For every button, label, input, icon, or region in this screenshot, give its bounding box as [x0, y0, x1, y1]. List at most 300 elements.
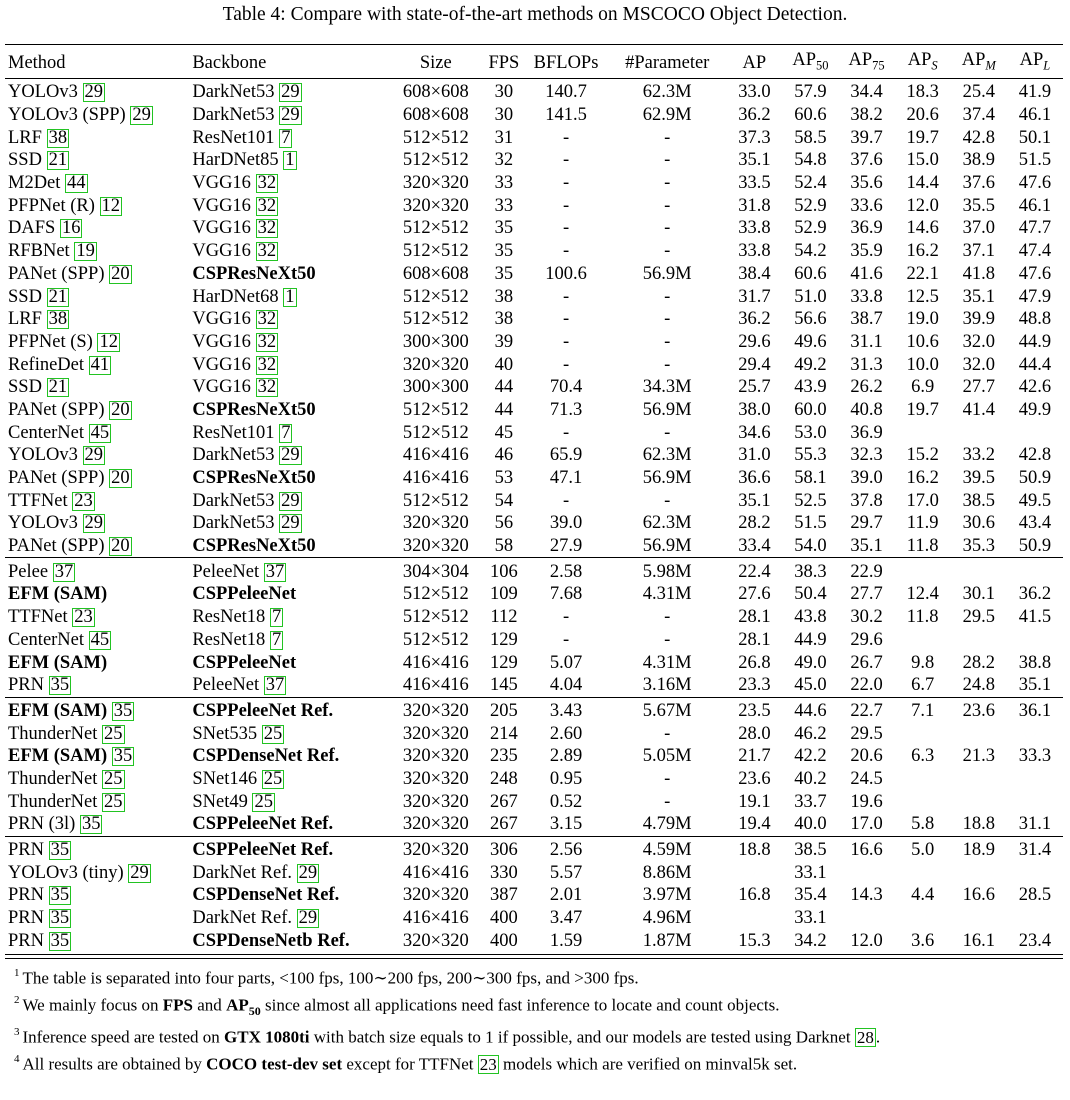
params-cell: - — [664, 127, 671, 148]
table-row — [5, 263, 1063, 286]
ap75-cell: 29.6 — [850, 629, 883, 650]
size-cell: 416×416 — [402, 445, 469, 466]
backbone-cell — [189, 149, 387, 172]
apl-cell: 50.1 — [1018, 127, 1052, 148]
citation-link[interactable]: 41 — [90, 354, 110, 375]
citation-link[interactable]: 29 — [281, 82, 300, 103]
citation-link[interactable]: 35 — [50, 930, 70, 951]
citation-link[interactable]: 23 — [479, 1054, 497, 1074]
apm-cell — [951, 790, 1007, 813]
method-cell — [5, 126, 189, 149]
backbone-cell — [189, 836, 387, 861]
citation-link[interactable]: 29 — [298, 862, 318, 883]
citation-link[interactable]: 37 — [265, 561, 285, 582]
backbone-cell-text: CSPPeleeNet Ref. — [192, 840, 334, 861]
bflops-cell: - — [562, 127, 570, 148]
citation-link[interactable]: 38 — [48, 127, 68, 148]
citation-link[interactable]: 25 — [104, 723, 123, 744]
table-row — [5, 697, 1063, 722]
method-cell-text: YOLOv3 (SPP) — [8, 105, 126, 126]
ap-cell: 33.0 — [738, 82, 771, 103]
ap75-cell: 20.6 — [850, 746, 883, 767]
ap50-cell: 58.1 — [794, 468, 827, 489]
citation-link[interactable]: 7 — [271, 607, 282, 628]
fps-cell: 31 — [494, 127, 514, 148]
ap75-cell: 39.0 — [850, 468, 883, 489]
table-caption: Table 4: Compare with state-of-the-art methods on MSCOCO Object Detection. — [222, 4, 848, 25]
method-cell-text: TTFNet — [8, 607, 68, 628]
fps-cell: 248 — [490, 768, 518, 789]
backbone-cell-text: DarkNet53 — [192, 82, 275, 103]
citation-link[interactable]: 35 — [113, 700, 133, 721]
bflops-cell: 39.0 — [549, 513, 583, 534]
citation-link[interactable]: 44 — [67, 173, 86, 194]
col-header-apm: $AP_M$ — [951, 45, 1007, 79]
citation-link[interactable]: 32 — [257, 354, 277, 375]
bflops-cell: 70.4 — [549, 377, 583, 398]
bflops-cell: 2.56 — [524, 836, 608, 861]
ap75-cell: 36.9 — [850, 422, 883, 443]
citation-link[interactable]: 32 — [257, 331, 277, 352]
ap-cell: 15.3 — [738, 930, 771, 951]
fps-cell: 53 — [494, 468, 514, 489]
backbone-cell-text: ResNet101 — [192, 127, 275, 148]
citation-link[interactable]: 21 — [48, 286, 68, 307]
bflops-cell: 2.58 — [524, 558, 608, 583]
citation-link[interactable]: 7 — [281, 422, 291, 443]
table-row — [5, 583, 1063, 606]
size-cell: 300×300 — [402, 331, 469, 352]
backbone-cell — [189, 126, 387, 149]
fps-cell: 39 — [494, 331, 514, 352]
method-cell — [5, 722, 189, 745]
citation-link[interactable]: 1 — [285, 286, 295, 307]
apl-cell: 28.5 — [1018, 885, 1052, 906]
ap50-cell: 53.0 — [794, 422, 827, 443]
method-cell — [5, 172, 189, 195]
apl-cell: 47.6 — [1018, 173, 1052, 194]
aps-cell: 12.5 — [906, 286, 939, 307]
bflops-cell: - — [562, 218, 570, 239]
citation-link[interactable]: 16 — [61, 218, 81, 239]
backbone-cell-text: VGG16 — [192, 354, 251, 375]
params-cell: - — [664, 150, 671, 171]
ap-cell: 29.4 — [738, 354, 771, 375]
params-cell: - — [664, 309, 671, 330]
ap50-cell: 43.8 — [794, 607, 827, 628]
aps-cell: 5.0 — [895, 836, 951, 861]
method-cell-text: CenterNet — [8, 422, 85, 443]
footnote-number: 3 — [14, 1026, 20, 1039]
bflops-cell: 2.89 — [549, 746, 583, 767]
aps-cell — [895, 421, 951, 444]
footnote-number: 4 — [14, 1053, 20, 1066]
apm-cell — [951, 421, 1007, 444]
ap75-cell: 31.3 — [850, 354, 883, 375]
apm-cell: 42.8 — [962, 127, 995, 148]
bflops-cell: 2.60 — [549, 723, 583, 744]
ap-cell: 23.3 — [738, 675, 771, 696]
method-cell — [5, 489, 189, 512]
apl-cell: 48.8 — [1018, 309, 1052, 330]
method-cell — [5, 651, 189, 674]
table-row — [5, 722, 1063, 745]
col-header-backbone: Backbone — [189, 45, 387, 79]
col-header-ap75: $AP_{75}$ — [839, 45, 895, 79]
citation-link[interactable]: 37 — [54, 561, 74, 582]
citation-link[interactable]: 38 — [48, 309, 68, 330]
citation-link[interactable]: 20 — [111, 536, 130, 557]
ap-cell: 34.6 — [738, 422, 771, 443]
fps-cell: 35 — [494, 241, 514, 262]
ap-cell: 29.6 — [738, 331, 771, 352]
params-cell: 62.3M — [642, 445, 692, 466]
ap50-cell: 52.5 — [794, 490, 827, 511]
citation-link[interactable]: 20 — [111, 468, 130, 489]
citation-link[interactable]: 25 — [104, 768, 123, 789]
params-cell: 4.96M — [642, 908, 692, 929]
citation-link[interactable]: 29 — [84, 445, 104, 466]
params-cell: - — [664, 768, 671, 789]
citation-link[interactable]: 25 — [263, 723, 283, 744]
citation-link[interactable]: 35 — [50, 908, 70, 929]
aps-cell — [895, 722, 951, 745]
table-row — [5, 674, 1063, 697]
col-header-fps: FPS — [484, 45, 524, 79]
ap50-cell: 35.4 — [794, 885, 827, 906]
ap75-cell: 27.7 — [850, 584, 883, 605]
citation-link[interactable]: 35 — [50, 840, 70, 861]
table-row — [5, 907, 1063, 930]
citation-link[interactable]: 29 — [281, 490, 300, 511]
method-cell-text: PRN (3l) — [8, 814, 76, 835]
citation-link[interactable]: 45 — [90, 422, 110, 443]
aps-cell: 5.8 — [911, 814, 935, 835]
citation-link[interactable]: 35 — [50, 675, 70, 696]
apl-cell: 49.5 — [1018, 490, 1052, 511]
size-cell: 320×320 — [402, 930, 469, 951]
apl-cell: 42.8 — [1018, 445, 1052, 466]
ap50-cell: 52.9 — [794, 195, 827, 216]
method-cell-text: LRF — [8, 127, 42, 148]
backbone-cell — [189, 376, 387, 399]
citation-link[interactable]: 7 — [281, 127, 291, 148]
fps-cell: 33 — [494, 173, 514, 194]
backbone-cell — [189, 674, 387, 697]
aps-cell: 19.7 — [906, 127, 939, 148]
citation-link[interactable]: 29 — [281, 513, 300, 534]
footnote-text: with batch size equals to 1 if possible, and our models are tested using Darknet — [309, 1027, 855, 1047]
apm-cell: 30.6 — [962, 513, 995, 534]
citation-link[interactable]: 45 — [90, 629, 110, 650]
aps-cell: 19.0 — [906, 309, 939, 330]
size-cell: 320×320 — [402, 354, 469, 375]
fps-cell: 54 — [494, 490, 514, 511]
method-cell-text: PRN — [8, 840, 44, 861]
ap-cell — [726, 907, 782, 930]
ap75-cell: 35.6 — [850, 173, 883, 194]
aps-cell — [895, 790, 951, 813]
table-row — [5, 285, 1063, 308]
citation-link[interactable]: 29 — [84, 513, 104, 534]
apm-cell: 25.4 — [962, 82, 995, 103]
bflops-cell: 65.9 — [549, 445, 583, 466]
apm-cell: 38.5 — [962, 490, 995, 511]
ap-cell: 16.8 — [738, 885, 771, 906]
apm-cell — [951, 768, 1007, 791]
ap50-cell: 33.1 — [794, 908, 827, 929]
apl-cell — [1007, 861, 1063, 884]
citation-link[interactable]: 7 — [271, 629, 282, 650]
method-cell-text: PRN — [8, 675, 44, 696]
footnote — [14, 990, 880, 1022]
table-row — [5, 929, 1063, 952]
method-cell-text: ThunderNet — [8, 791, 98, 812]
citation-link[interactable]: 29 — [132, 105, 151, 126]
backbone-cell — [189, 790, 387, 813]
aps-cell: 17.0 — [906, 490, 939, 511]
method-cell — [5, 745, 189, 768]
size-cell: 512×512 — [402, 150, 469, 171]
size-cell: 416×416 — [402, 908, 469, 929]
citation-link[interactable]: 32 — [257, 309, 277, 330]
footnote-number: 2 — [14, 993, 20, 1006]
citation-link[interactable]: 25 — [104, 791, 123, 812]
backbone-cell-text: DarkNet Ref. — [192, 908, 292, 929]
size-cell: 608×608 — [402, 263, 469, 284]
apl-cell — [1007, 790, 1063, 813]
method-cell-text: SSD — [8, 377, 42, 398]
apl-cell: 47.7 — [1018, 218, 1052, 239]
fps-cell: 35 — [494, 263, 514, 284]
footnote-text: Inference speed are tested on — [22, 1027, 225, 1047]
citation-link[interactable]: 20 — [111, 263, 130, 284]
fps-cell: 106 — [484, 558, 524, 583]
method-cell-text: PANet (SPP) — [8, 399, 105, 420]
col-header-ap: AP — [726, 45, 782, 79]
size-cell: 512×512 — [402, 399, 469, 420]
bottom-rule — [5, 954, 1063, 955]
table-row — [5, 467, 1063, 490]
table-row — [5, 489, 1063, 512]
size-cell: 320×320 — [402, 536, 469, 557]
ap75-cell: 19.6 — [850, 791, 883, 812]
citation-link[interactable]: 32 — [257, 377, 277, 398]
method-cell — [5, 399, 189, 422]
ap-cell: 38.4 — [738, 263, 771, 284]
col-header-params: #Parameter — [608, 45, 726, 79]
apl-cell: 50.9 — [1018, 536, 1052, 557]
col-header-ap50: $AP_{50}$ — [782, 45, 838, 79]
apm-cell: 37.4 — [962, 105, 995, 126]
citation-link[interactable]: 29 — [281, 445, 300, 466]
ap75-cell: 41.6 — [850, 263, 883, 284]
citation-link[interactable]: 21 — [48, 150, 68, 171]
citation-link[interactable]: 32 — [257, 173, 277, 194]
params-cell: 8.86M — [642, 862, 692, 883]
bflops-cell: - — [562, 331, 570, 352]
table-row — [5, 79, 1063, 104]
citation-link[interactable]: 32 — [257, 218, 277, 239]
ap75-cell: 31.1 — [850, 331, 883, 352]
size-cell: 512×512 — [402, 218, 469, 239]
citation-link[interactable]: 12 — [99, 331, 118, 352]
apl-cell — [1007, 768, 1063, 791]
method-cell-text: PANet (SPP) — [8, 263, 105, 284]
citation-link[interactable]: 20 — [111, 399, 130, 420]
size-cell: 512×512 — [402, 309, 469, 330]
citation-link[interactable]: 21 — [48, 377, 68, 398]
ap50-cell: 54.0 — [794, 536, 827, 557]
apl-cell: 23.4 — [1018, 930, 1052, 951]
table-row — [5, 813, 1063, 836]
footnote-text: 50 — [248, 1004, 261, 1018]
ap50-cell: 33.7 — [794, 791, 827, 812]
citation-link[interactable]: 19 — [76, 241, 95, 262]
size-cell: 320×320 — [388, 836, 484, 861]
fps-cell: 30 — [494, 82, 514, 103]
citation-link[interactable]: 37 — [265, 675, 285, 696]
apl-cell: 49.9 — [1018, 399, 1052, 420]
size-cell: 512×512 — [402, 241, 469, 262]
citation-link[interactable]: 32 — [257, 195, 277, 216]
citation-link[interactable]: 1 — [285, 150, 295, 171]
size-cell: 320×320 — [388, 697, 484, 722]
apm-cell — [951, 907, 1007, 930]
table-row — [5, 558, 1063, 583]
fps-cell: 330 — [490, 862, 518, 883]
method-cell — [5, 149, 189, 172]
apm-cell: 27.7 — [962, 377, 995, 398]
method-cell — [5, 376, 189, 399]
citation-link[interactable]: 12 — [101, 195, 120, 216]
params-cell: 56.9M — [642, 263, 692, 284]
params-cell: - — [664, 173, 671, 194]
size-cell: 416×416 — [402, 675, 469, 696]
aps-cell: 14.4 — [906, 173, 939, 194]
aps-cell — [895, 558, 951, 583]
backbone-cell — [189, 929, 387, 952]
backbone-cell — [189, 697, 387, 722]
backbone-cell — [189, 331, 387, 354]
ap50-cell: 56.6 — [794, 309, 827, 330]
backbone-cell — [189, 583, 387, 606]
ap-cell: 33.8 — [738, 218, 771, 239]
aps-cell: 11.8 — [906, 607, 939, 628]
ap75-cell: 37.8 — [850, 490, 883, 511]
table-row — [5, 836, 1063, 861]
aps-cell: 11.8 — [906, 536, 939, 557]
apm-cell: 32.0 — [962, 331, 995, 352]
citation-link[interactable]: 29 — [130, 862, 149, 883]
table-row — [5, 149, 1063, 172]
citation-link[interactable]: 23 — [74, 490, 93, 511]
backbone-cell-text: CSPPeleeNet Ref. — [192, 814, 334, 835]
col-header-size: Size — [388, 45, 484, 79]
apm-cell: 41.4 — [962, 399, 995, 420]
backbone-cell — [189, 489, 387, 512]
citation-link[interactable]: 25 — [263, 768, 283, 789]
citation-link[interactable]: 35 — [113, 746, 133, 767]
method-cell-text: EFM (SAM) — [8, 746, 108, 767]
method-cell — [5, 884, 189, 907]
backbone-cell-text: DarkNet Ref. — [192, 862, 292, 883]
table-row — [5, 421, 1063, 444]
params-cell: 56.9M — [642, 399, 692, 420]
aps-cell: 10.6 — [906, 331, 939, 352]
citation-link[interactable]: 29 — [281, 105, 300, 126]
table-row — [5, 217, 1063, 240]
fps-cell: 35 — [494, 218, 514, 239]
params-cell: - — [664, 195, 671, 216]
params-cell: 62.3M — [642, 513, 692, 534]
citation-link[interactable]: 23 — [74, 607, 93, 628]
citation-link[interactable]: 29 — [298, 908, 318, 929]
method-cell-text: EFM (SAM) — [8, 584, 108, 605]
backbone-cell-text: PeleeNet — [192, 675, 260, 696]
ap75-cell: 33.6 — [850, 195, 883, 216]
backbone-cell-text: DarkNet53 — [192, 105, 275, 126]
citation-link[interactable]: 28 — [856, 1027, 874, 1047]
citation-link[interactable]: 29 — [84, 82, 104, 103]
aps-cell: 18.3 — [906, 82, 939, 103]
bflops-cell: - — [562, 309, 570, 330]
fps-cell: 267 — [490, 814, 518, 835]
bflops-cell: 71.3 — [549, 399, 583, 420]
ap75-cell: 39.7 — [850, 127, 883, 148]
apl-cell: 35.1 — [1018, 675, 1052, 696]
aps-cell: 14.6 — [906, 218, 939, 239]
bflops-cell: - — [562, 629, 570, 650]
method-cell — [5, 104, 189, 127]
aps-cell: 15.2 — [906, 445, 939, 466]
backbone-cell-text: HarDNet85 — [192, 150, 279, 171]
table-row — [5, 308, 1063, 331]
footnote-text: except for TTFNet — [342, 1054, 478, 1074]
ap75-cell: 38.7 — [850, 309, 883, 330]
method-cell — [5, 558, 189, 583]
method-cell — [5, 263, 189, 286]
ap75-cell: 37.6 — [850, 150, 883, 171]
table-row — [5, 606, 1063, 629]
apl-cell: 41.9 — [1018, 82, 1052, 103]
method-cell — [5, 444, 189, 467]
citation-link[interactable]: 25 — [254, 791, 273, 812]
method-cell-text: RFBNet — [8, 241, 70, 262]
footnote-text: COCO test-dev set — [206, 1054, 343, 1074]
citation-link[interactable]: 32 — [257, 241, 277, 262]
ap50-cell: 50.4 — [794, 584, 827, 605]
footnote-text: The table is separated into four parts, <100 fps, 100∼200 fps, 200∼300 fps, and >300 fps. — [22, 968, 639, 988]
citation-link[interactable]: 35 — [81, 814, 101, 835]
backbone-cell — [189, 172, 387, 195]
method-cell-text: YOLOv3 — [8, 513, 78, 534]
citation-link[interactable]: 35 — [50, 885, 70, 906]
params-cell: - — [664, 331, 671, 352]
table-row — [5, 651, 1063, 674]
apm-cell — [951, 629, 1007, 652]
aps-cell — [895, 768, 951, 791]
backbone-cell — [189, 217, 387, 240]
fps-cell: 30 — [494, 105, 514, 126]
size-cell: 512×512 — [402, 490, 469, 511]
size-cell: 300×300 — [402, 377, 469, 398]
ap75-cell: 22.0 — [850, 675, 883, 696]
backbone-cell — [189, 399, 387, 422]
backbone-cell-text: DarkNet53 — [192, 490, 275, 511]
ap75-cell: 26.2 — [850, 377, 883, 398]
bflops-cell: - — [562, 173, 570, 194]
